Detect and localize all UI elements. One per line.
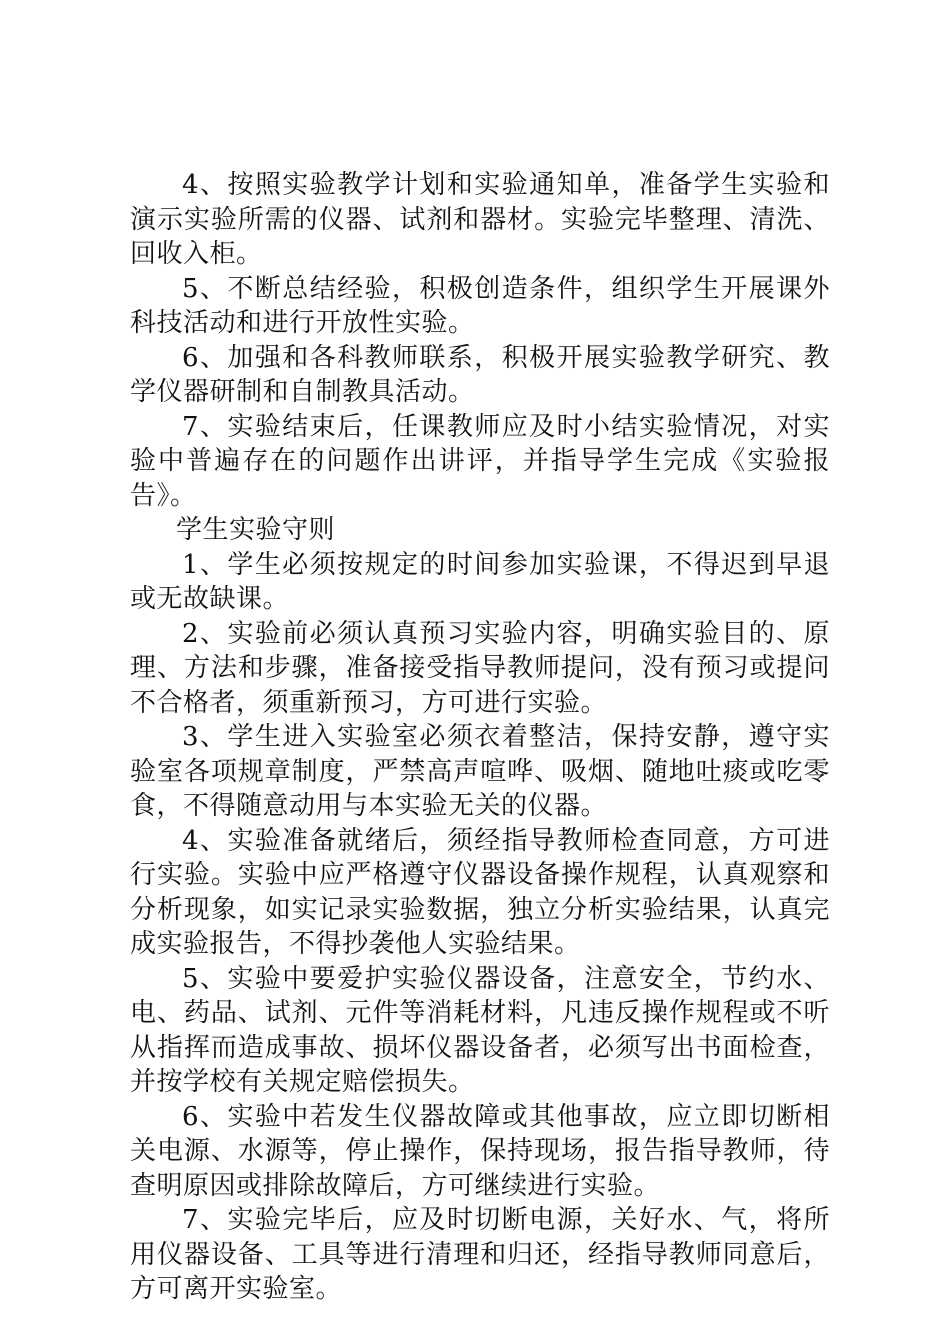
paragraph-student-rule-6: 6、实验中若发生仪器故障或其他事故，应立即切断相关电源、水源等，停止操作，保持现场，报告指导教师，待查明原因或排除故障后，方可继续进行实验。 xyxy=(130,1101,830,1201)
section-heading-student-rules: 学生实验守则 xyxy=(176,515,336,545)
paragraph-student-rule-1: 1、学生必须按规定的时间参加实验课，不得迟到早退或无故缺课。 xyxy=(130,549,830,614)
document-body xyxy=(130,168,830,1307)
paragraph-student-rule-4: 4、实验准备就绪后，须经指导教师检查同意，方可进行实验。实验中应严格遵守仪器设备操作规程，认真观察和分析现象，如实记录实验数据，独立分析实验结果，认真完成实验报告，不得抄袭他人实验结果。 xyxy=(130,825,830,959)
paragraph-teacher-rule-4: 4、按照实验教学计划和实验通知单，准备学生实验和演示实验所需的仪器、试剂和器材。实验完毕整理、清洗、回收入柜。 xyxy=(130,170,830,269)
paragraph-student-rule-2: 2、实验前必须认真预习实验内容，明确实验目的、原理、方法和步骤，准备接受指导教师提问，没有预习或提问不合格者，须重新预习，方可进行实验。 xyxy=(130,618,830,718)
paragraph-teacher-rule-6: 6、加强和各科教师联系，积极开展实验教学研究、教学仪器研制和自制教具活动。 xyxy=(130,342,830,407)
paragraph-teacher-rule-5: 5、不断总结经验，积极创造条件，组织学生开展课外科技活动和进行开放性实验。 xyxy=(130,273,830,338)
paragraph-student-rule-5: 5、实验中要爱护实验仪器设备，注意安全，节约水、电、药品、试剂、元件等消耗材料，凡违反操作规程或不听从指挥而造成事故、损坏仪器设备者，必须写出书面检查，并按学校有关规定赔偿损失。 xyxy=(130,963,830,1097)
paragraph-student-rule-3: 3、学生进入实验室必须衣着整洁，保持安静，遵守实验室各项规章制度，严禁高声喧哗、吸烟、随地吐痰或吃零食，不得随意动用与本实验无关的仪器。 xyxy=(130,722,830,821)
paragraph-student-rule-7: 7、实验完毕后，应及时切断电源，关好水、气，将所用仪器设备、工具等进行清理和归还，经指导教师同意后，方可离开实验室。 xyxy=(130,1205,830,1304)
paragraph-teacher-rule-7: 7、实验结束后，任课教师应及时小结实验情况，对实验中普遍存在的问题作出讲评，并指导学生完成《实验报告》。 xyxy=(130,411,830,511)
